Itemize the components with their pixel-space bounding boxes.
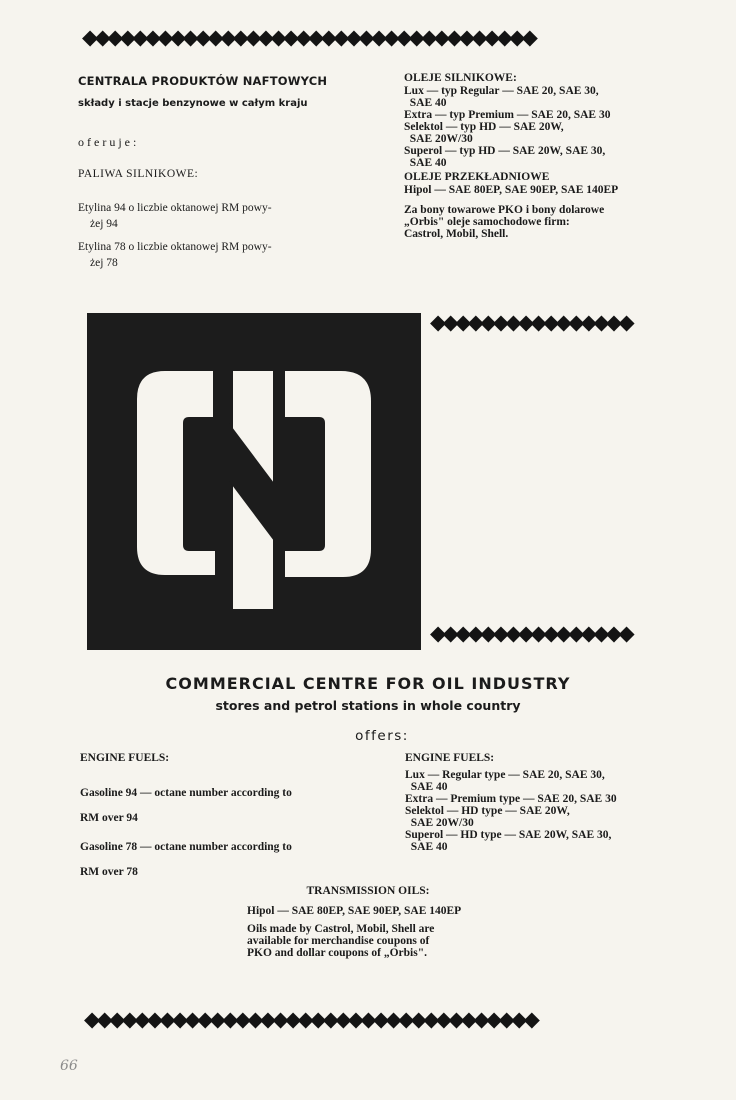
diamond-ornament: ◆ <box>345 26 359 48</box>
english-transmission-heading: TRANSMISSION OILS: <box>306 885 430 897</box>
diamond-ornament: ◆ <box>448 1008 461 1030</box>
diamond-ornament: ◆ <box>182 26 196 48</box>
diamond-ornament: ◆ <box>82 26 95 48</box>
polish-header: CENTRALA PRODUKTÓW NAFTOWYCH <box>78 74 328 88</box>
diamond-ornament: ◆ <box>209 1008 223 1030</box>
diamond-border-middle-lower <box>430 622 714 644</box>
english-oils-heading: ENGINE FUELS: <box>405 752 495 764</box>
page-number: 66 <box>60 1058 78 1074</box>
diamond-ornament: ◆ <box>467 622 481 644</box>
diamond-ornament: ◆ <box>295 26 309 48</box>
diamond-ornament: ◆ <box>496 26 510 48</box>
diamond-ornament: ◆ <box>480 622 493 644</box>
diamond-ornament: ◆ <box>509 26 522 48</box>
english-oil-line: Selektol — HD type — SAE 20W, <box>405 805 570 817</box>
diamond-ornament: ◆ <box>383 26 397 48</box>
diamond-ornament: ◆ <box>234 1008 248 1030</box>
english-subtitle: stores and petrol stations in whole country <box>215 698 521 713</box>
diamond-ornament: ◆ <box>618 311 631 333</box>
polish-oil-line: Superol — typ HD — SAE 20W, SAE 30, <box>404 145 606 157</box>
diamond-ornament: ◆ <box>310 1008 323 1030</box>
diamond-ornament: ◆ <box>169 26 183 48</box>
english-offers-label: offers: <box>355 728 409 744</box>
diamond-ornament: ◆ <box>498 1008 512 1030</box>
diamond-ornament: ◆ <box>517 311 531 333</box>
diamond-ornament: ◆ <box>486 1008 499 1030</box>
english-fuel-item: Gasoline 78 — octane number according to RM over 78 <box>80 841 292 878</box>
polish-fuel-item: Etylina 78 o liczbie oktanowej RM powy- żej 78 <box>78 241 272 269</box>
diamond-ornament: ◆ <box>297 1008 311 1030</box>
diamond-ornament: ◆ <box>580 622 594 644</box>
polish-right-column <box>404 72 722 240</box>
diamond-ornament: ◆ <box>272 1008 285 1030</box>
polish-coupon-note: Za bony towarowe PKO i bony dolarowe „Orbis" oleje samochodowe firm: Castrol, Mobil, Shell. <box>404 204 605 240</box>
diamond-ornament: ◆ <box>492 311 506 333</box>
polish-oil-line: Lux — typ Regular — SAE 20, SAE 30, <box>404 85 599 97</box>
diamond-ornament: ◆ <box>430 622 443 644</box>
diamond-ornament: ◆ <box>605 311 619 333</box>
english-oil-line: Extra — Premium type — SAE 20, SAE 30 <box>405 793 617 805</box>
diamond-ornament: ◆ <box>396 26 409 48</box>
diamond-ornament: ◆ <box>410 1008 424 1030</box>
diamond-ornament: ◆ <box>523 1008 537 1030</box>
diamond-ornament: ◆ <box>473 1008 486 1030</box>
diamond-ornament: ◆ <box>568 622 581 644</box>
diamond-ornament: ◆ <box>433 26 447 48</box>
diamond-ornament: ◆ <box>109 1008 122 1030</box>
diamond-ornament: ◆ <box>460 1008 474 1030</box>
diamond-ornament: ◆ <box>480 311 493 333</box>
polish-oils-list <box>404 85 722 169</box>
diamond-ornament: ◆ <box>618 622 631 644</box>
diamond-ornament: ◆ <box>435 1008 449 1030</box>
english-oil-line: Lux — Regular type — SAE 20, SAE 30, <box>405 769 605 781</box>
diamond-ornament: ◆ <box>568 311 581 333</box>
diamond-ornament: ◆ <box>159 1008 172 1030</box>
diamond-ornament: ◆ <box>207 26 221 48</box>
polish-oil-line: SAE 40 <box>404 97 447 109</box>
polish-oil-line: SAE 20W/30 <box>404 133 473 145</box>
diamond-ornament: ◆ <box>335 1008 348 1030</box>
diamond-ornament: ◆ <box>222 1008 235 1030</box>
polish-oil-line: Extra — typ Premium — SAE 20, SAE 30 <box>404 109 611 121</box>
english-right-column <box>405 752 720 853</box>
diamond-ornament: ◆ <box>511 1008 524 1030</box>
diamond-ornament: ◆ <box>398 1008 411 1030</box>
diamond-ornament: ◆ <box>96 1008 110 1030</box>
polish-subheader: składy i stacje benzynowe w całym kraju <box>78 98 308 109</box>
diamond-ornament: ◆ <box>247 1008 260 1030</box>
english-oil-line: SAE 40 <box>405 841 448 853</box>
diamond-ornament: ◆ <box>245 26 258 48</box>
diamond-ornament: ◆ <box>285 1008 298 1030</box>
english-left-column <box>80 752 390 889</box>
diamond-ornament: ◆ <box>134 1008 147 1030</box>
polish-transmission-heading: OLEJE PRZEKŁADNIOWE <box>404 171 550 183</box>
diamond-ornament: ◆ <box>347 1008 361 1030</box>
diamond-ornament: ◆ <box>467 311 481 333</box>
english-oil-line: Superol — HD type — SAE 20W, SAE 30, <box>405 829 612 841</box>
diamond-ornament: ◆ <box>372 1008 386 1030</box>
diamond-ornament: ◆ <box>283 26 296 48</box>
english-transmission-line: Hipol — SAE 80EP, SAE 90EP, SAE 140EP <box>247 905 462 917</box>
diamond-ornament: ◆ <box>320 26 334 48</box>
diamond-border-bottom <box>84 1008 714 1030</box>
polish-offers-label: oferuje: <box>78 135 140 149</box>
diamond-ornament: ◆ <box>220 26 233 48</box>
diamond-ornament: ◆ <box>144 26 158 48</box>
diamond-ornament: ◆ <box>593 622 606 644</box>
diamond-ornament: ◆ <box>505 622 518 644</box>
diamond-ornament: ◆ <box>492 622 506 644</box>
diamond-ornament: ◆ <box>259 1008 273 1030</box>
diamond-ornament: ◆ <box>543 622 556 644</box>
diamond-ornament: ◆ <box>442 622 456 644</box>
diamond-ornament: ◆ <box>423 1008 436 1030</box>
polish-oil-line: SAE 40 <box>404 157 447 169</box>
diamond-ornament: ◆ <box>232 26 246 48</box>
diamond-ornament: ◆ <box>157 26 170 48</box>
polish-transmission-line: Hipol — SAE 80EP, SAE 90EP, SAE 140EP <box>404 184 619 196</box>
diamond-ornament: ◆ <box>370 26 384 48</box>
english-fuel-item: Gasoline 94 — octane number according to RM over 94 <box>80 787 292 824</box>
diamond-border-middle-upper <box>430 311 714 333</box>
diamond-ornament: ◆ <box>107 26 120 48</box>
diamond-ornament: ◆ <box>530 622 544 644</box>
diamond-ornament: ◆ <box>358 26 371 48</box>
english-oil-line: SAE 40 <box>405 781 448 793</box>
cpn-logo <box>87 313 421 650</box>
diamond-ornament: ◆ <box>171 1008 185 1030</box>
diamond-ornament: ◆ <box>121 1008 135 1030</box>
diamond-ornament: ◆ <box>195 26 208 48</box>
diamond-ornament: ◆ <box>197 1008 210 1030</box>
english-oils-list <box>405 769 720 853</box>
polish-fuel-item: Etylina 94 o liczbie oktanowej RM powy- żej 94 <box>78 202 272 230</box>
english-fuels-heading: ENGINE FUELS: <box>80 752 170 764</box>
diamond-ornament: ◆ <box>257 26 271 48</box>
diamond-ornament: ◆ <box>119 26 133 48</box>
diamond-ornament: ◆ <box>458 26 472 48</box>
diamond-ornament: ◆ <box>484 26 497 48</box>
diamond-ornament: ◆ <box>333 26 346 48</box>
diamond-ornament: ◆ <box>471 26 484 48</box>
english-oil-line: SAE 20W/30 <box>405 817 474 829</box>
diamond-ornament: ◆ <box>132 26 145 48</box>
diamond-ornament: ◆ <box>94 26 108 48</box>
diamond-ornament: ◆ <box>530 311 544 333</box>
diamond-ornament: ◆ <box>455 622 468 644</box>
diamond-ornament: ◆ <box>446 26 459 48</box>
english-coupon-note: Oils made by Castrol, Mobil, Shell are available for merchandise coupons of PKO and dollar coupons of „Orbis". <box>247 923 435 959</box>
diamond-ornament: ◆ <box>84 1008 97 1030</box>
polish-oils-heading: OLEJE SILNIKOWE: <box>404 72 517 84</box>
diamond-ornament: ◆ <box>455 311 468 333</box>
english-transmission-section <box>0 885 736 959</box>
diamond-ornament: ◆ <box>505 311 518 333</box>
diamond-ornament: ◆ <box>442 311 456 333</box>
diamond-ornament: ◆ <box>322 1008 336 1030</box>
diamond-ornament: ◆ <box>555 622 569 644</box>
diamond-ornament: ◆ <box>184 1008 198 1030</box>
diamond-ornament: ◆ <box>605 622 619 644</box>
polish-oil-line: Selektol — typ HD — SAE 20W, <box>404 121 564 133</box>
diamond-ornament: ◆ <box>593 311 606 333</box>
diamond-ornament: ◆ <box>580 311 594 333</box>
diamond-border-top <box>82 26 712 48</box>
diamond-ornament: ◆ <box>517 622 531 644</box>
diamond-ornament: ◆ <box>360 1008 373 1030</box>
diamond-ornament: ◆ <box>308 26 321 48</box>
polish-left-column <box>78 72 390 278</box>
diamond-ornament: ◆ <box>270 26 283 48</box>
diamond-ornament: ◆ <box>408 26 422 48</box>
diamond-ornament: ◆ <box>543 311 556 333</box>
diamond-ornament: ◆ <box>555 311 569 333</box>
diamond-ornament: ◆ <box>385 1008 399 1030</box>
diamond-ornament: ◆ <box>421 26 434 48</box>
diamond-ornament: ◆ <box>146 1008 160 1030</box>
english-title: COMMERCIAL CENTRE FOR OIL INDUSTRY <box>165 674 571 693</box>
diamond-ornament: ◆ <box>430 311 443 333</box>
polish-fuels-heading: PALIWA SILNIKOWE: <box>78 168 199 180</box>
diamond-ornament: ◆ <box>521 26 535 48</box>
